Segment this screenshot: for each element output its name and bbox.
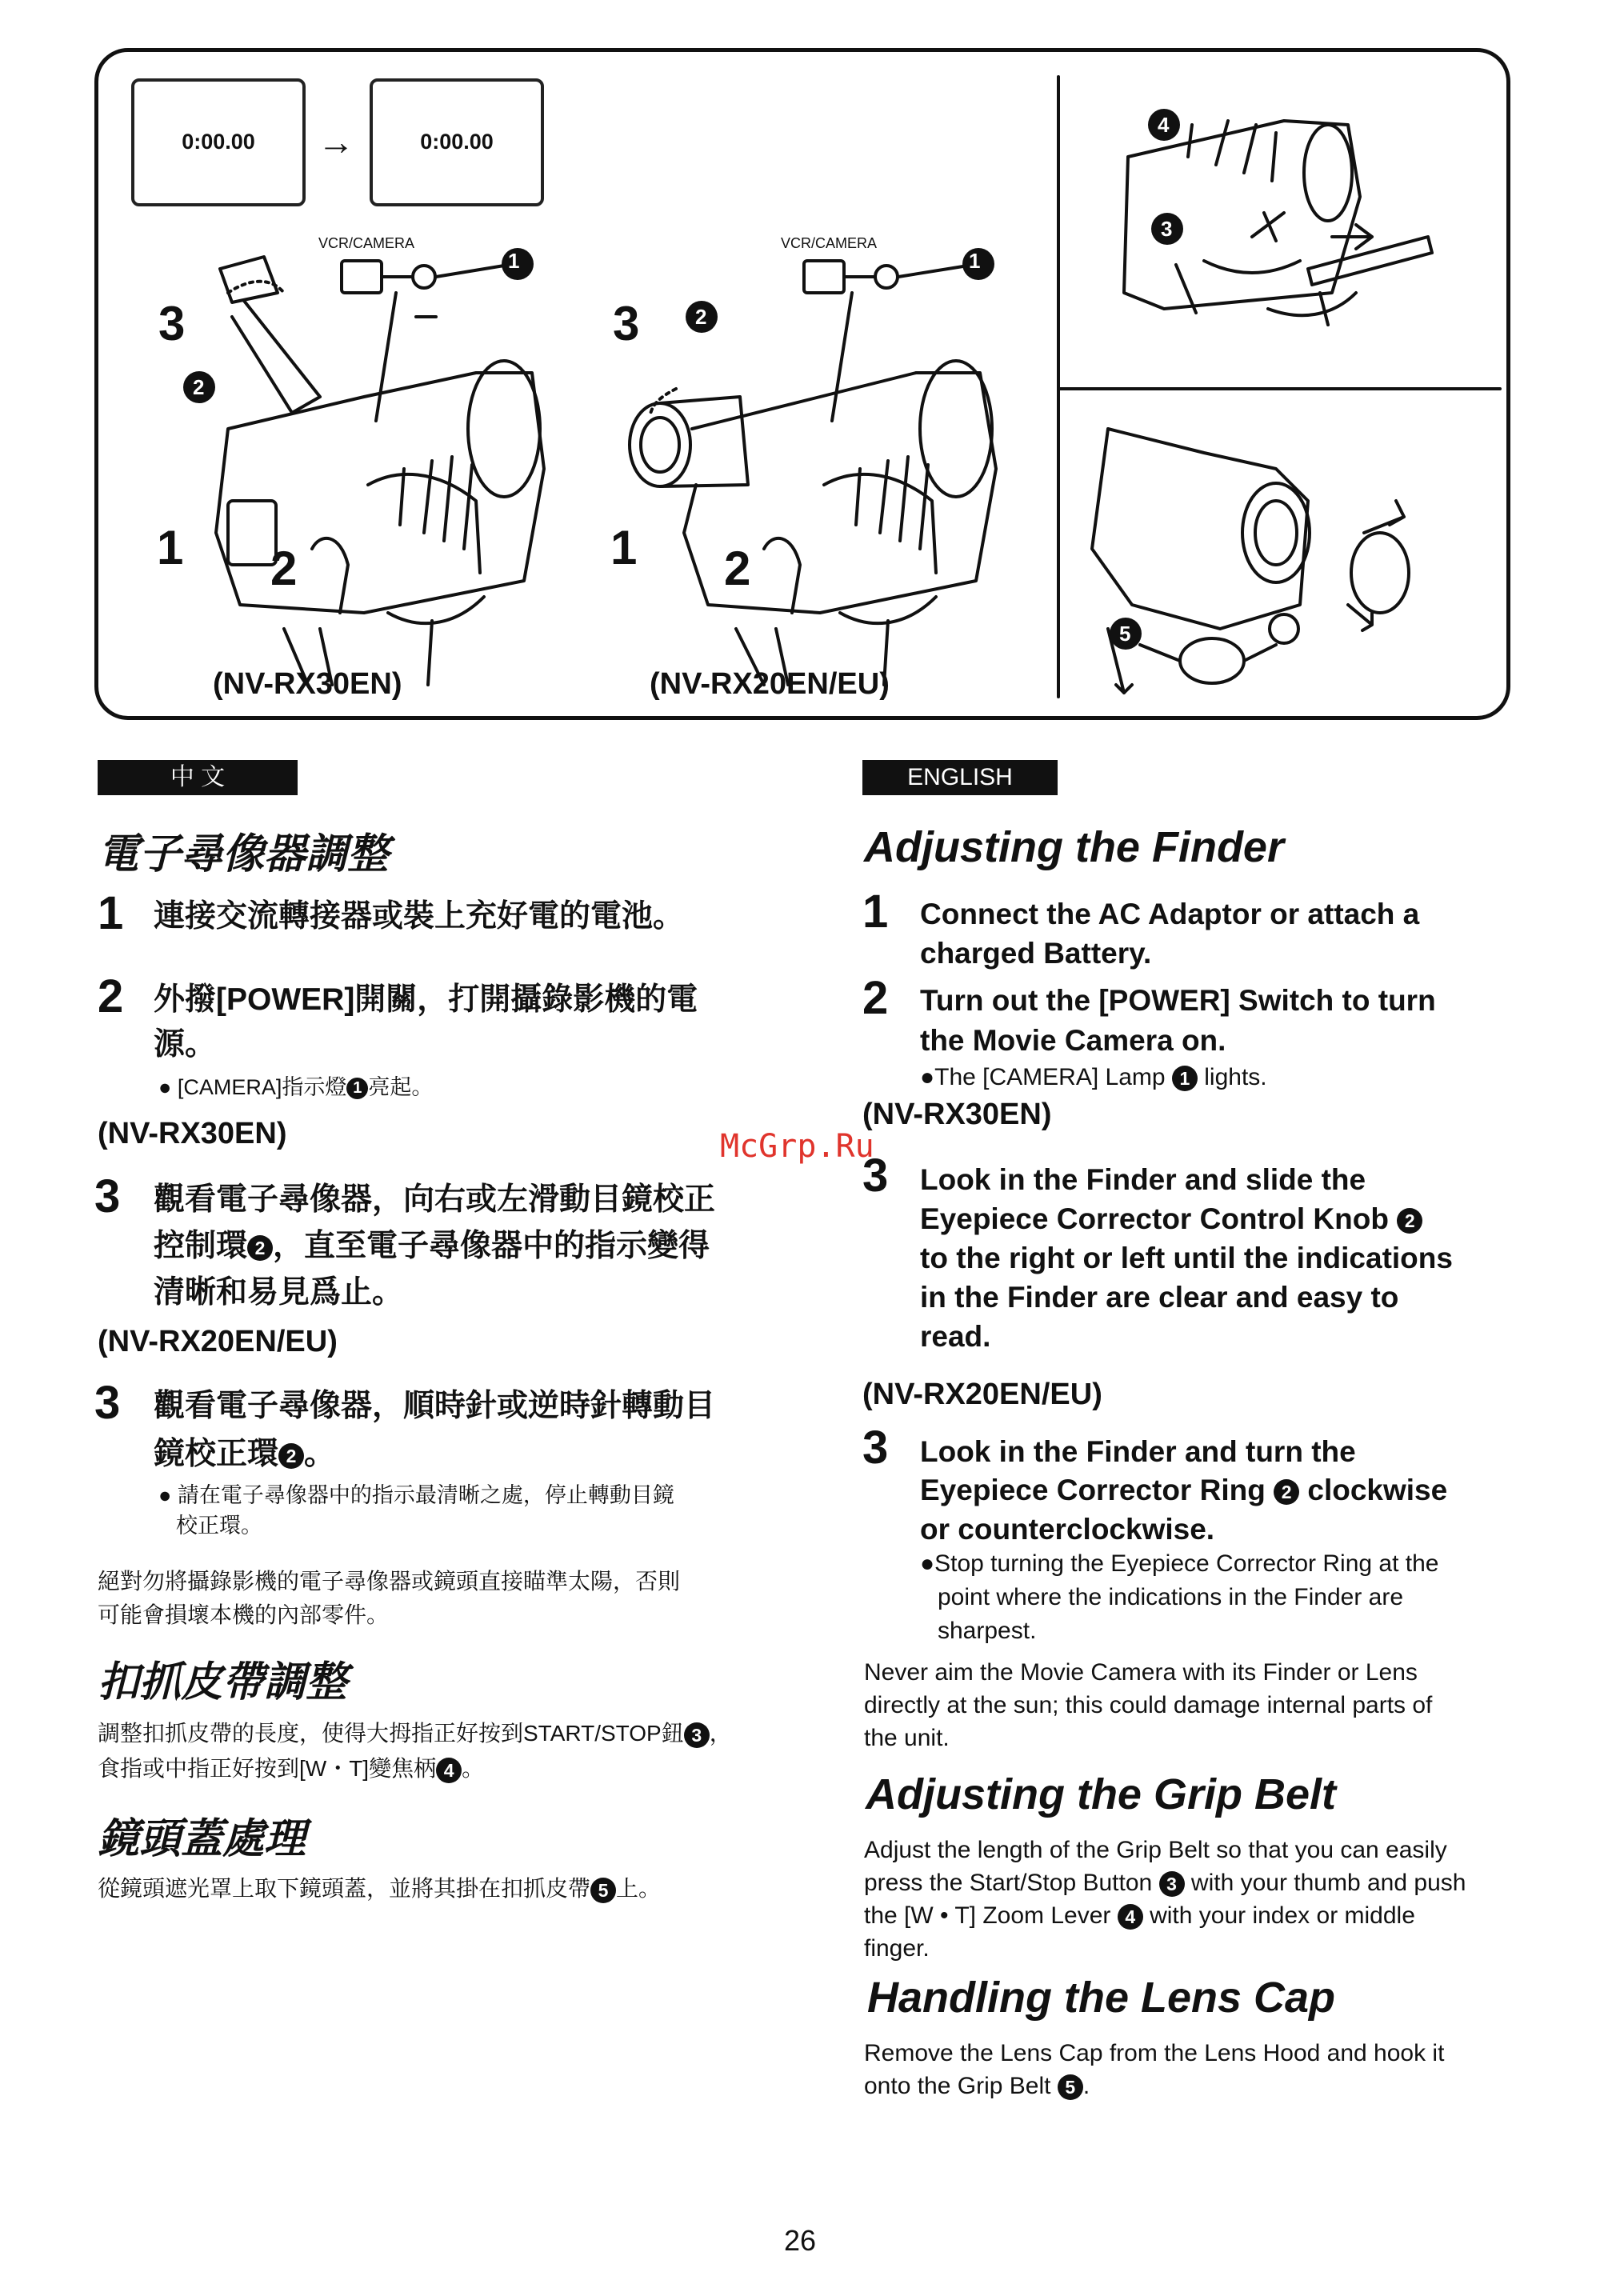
- lens-cap-illustration: [1092, 429, 1409, 693]
- circled-1-icon: 1: [1172, 1066, 1198, 1091]
- zh-step-3b-note-line2: 校正環。: [176, 1514, 262, 1538]
- en-step-3b-line1: Look in the Finder and turn the: [920, 1435, 1356, 1468]
- circled-2-icon: 2: [247, 1235, 273, 1261]
- zh-cap-line-b: 上。: [616, 1876, 662, 1901]
- callout-4: 4: [1158, 113, 1170, 137]
- en-step-2-note-b: lights.: [1204, 1064, 1267, 1090]
- english-section-tab: ENGLISH: [862, 760, 1058, 795]
- en-step-2-number: 2: [862, 972, 889, 1024]
- en-warning-line1: Never aim the Movie Camera with its Finder or Lens: [864, 1659, 1418, 1686]
- en-model-rx30: (NV-RX30EN): [862, 1098, 1052, 1131]
- en-grip-line2a: press the Start/Stop Button: [864, 1870, 1153, 1896]
- circled-3-icon: 3: [1159, 1871, 1185, 1897]
- lcd-time-after: 0:00.00: [420, 130, 494, 154]
- zh-cap-title: 鏡頭蓋處理: [98, 1814, 306, 1863]
- callout-2-right: 2: [695, 305, 707, 329]
- en-step-3b-line3: or counterclockwise.: [920, 1513, 1215, 1546]
- en-step-3b-line2: [920, 1470, 1447, 1510]
- en-finder-title: Adjusting the Finder: [864, 823, 1284, 871]
- en-model-rx20: (NV-RX20EN/EU): [862, 1378, 1102, 1411]
- zh-model-rx30: (NV-RX30EN): [98, 1117, 287, 1150]
- circled-3-icon: 3: [684, 1722, 710, 1748]
- en-step-3a-line5: read.: [920, 1320, 991, 1353]
- zh-step-3b-number: 3: [94, 1377, 121, 1429]
- en-step-3b-line2b: clockwise: [1307, 1474, 1448, 1506]
- en-step-3a-line3: to the right or left until the indications: [920, 1242, 1453, 1274]
- en-grip-line3a: the [W • T] Zoom Lever: [864, 1902, 1111, 1929]
- circled-4-icon: 4: [1118, 1904, 1143, 1930]
- en-grip-line2: [864, 1866, 1466, 1899]
- zh-grip-line1: [98, 1717, 732, 1750]
- chinese-section-tab: 中 文: [98, 760, 298, 795]
- callout-1-right: 1: [969, 249, 981, 273]
- en-step-3b-note-line1: Stop turning the Eyepiece Corrector Ring at the: [934, 1550, 1439, 1577]
- en-step-3a-line1: Look in the Finder and slide the: [920, 1163, 1366, 1196]
- en-cap-line2: [864, 2070, 1090, 2102]
- camcorder-rx20-illustration: [630, 261, 996, 685]
- en-step-2-line1: Turn out the [POWER] Switch to turn: [920, 984, 1436, 1017]
- zh-step-3b-line2b: 。: [304, 1437, 336, 1471]
- zh-grip-line2a: 食指或中指正好按到[W・T]變焦柄: [98, 1756, 437, 1781]
- camcorder-illustrations: [100, 53, 1504, 715]
- zh-step-1-text: 連接交流轉接器或裝上充好電的電池。: [154, 899, 685, 934]
- circled-4-icon: 4: [436, 1758, 462, 1783]
- zh-grip-line1b: ，: [709, 1721, 732, 1746]
- bullet-icon: ●: [158, 1075, 172, 1099]
- zh-step-1-number: 1: [98, 887, 124, 939]
- circled-1-icon: 1: [346, 1078, 368, 1099]
- en-grip-line3b: with your index or middle: [1150, 1902, 1415, 1929]
- figure-step-2-right: 2: [724, 542, 751, 595]
- page-number: 26: [784, 2224, 817, 2257]
- en-step-1-line2: charged Battery.: [920, 937, 1152, 970]
- figure-step-1-left: 1: [157, 521, 184, 574]
- bullet-icon: ●: [920, 1550, 935, 1577]
- circled-2-icon: 2: [1274, 1479, 1299, 1505]
- en-step-3b-line2a: Eyepiece Corrector Ring: [920, 1474, 1266, 1506]
- en-step-2-note-a: The [CAMERA] Lamp: [934, 1064, 1166, 1090]
- en-cap-line2b: .: [1082, 2073, 1090, 2099]
- zh-step-3a-line3: 清晰和易見爲止。: [154, 1275, 404, 1310]
- zh-step-3a-number: 3: [94, 1170, 121, 1222]
- zh-step-2-line2: 源。: [154, 1027, 217, 1062]
- zh-step-2-note-b: 亮起。: [368, 1075, 434, 1099]
- zh-step-3b-note-line1: 請在電子尋像器中的指示最清晰之處，停止轉動目鏡: [177, 1483, 674, 1507]
- zh-step-2-number: 2: [98, 970, 124, 1022]
- circled-5-icon: 5: [590, 1878, 616, 1903]
- arrow-right-icon: →: [318, 121, 354, 162]
- zh-grip-line1a: 調整扣抓皮帶的長度，使得大拇指正好按到START/STOP鈕: [98, 1721, 684, 1746]
- en-warning-line2: directly at the sun; this could damage internal parts of: [864, 1692, 1433, 1718]
- zh-step-3b-line2: [154, 1432, 335, 1477]
- en-grip-line3: [864, 1899, 1415, 1932]
- en-grip-title: Adjusting the Grip Belt: [866, 1770, 1336, 1818]
- figure-model-rx20: (NV-RX20EN/EU): [650, 667, 890, 701]
- en-step-3a-line2: [920, 1199, 1422, 1238]
- zh-cap-line: [98, 1872, 661, 1906]
- zh-warning-line1: 絕對勿將攝錄影機的電子尋像器或鏡頭直接瞄準太陽，否則: [98, 1569, 681, 1594]
- zh-grip-title: 扣抓皮帶調整: [98, 1658, 348, 1706]
- callout-1-left: 1: [508, 249, 520, 273]
- grip-belt-illustration: [1058, 77, 1500, 697]
- zh-step-3b-line1: 觀看電子尋像器，順時針或逆時針轉動目: [154, 1389, 716, 1423]
- en-step-3a-number: 3: [862, 1150, 889, 1202]
- zh-grip-line2: [98, 1752, 484, 1786]
- zh-step-3a-line2a: 控制環: [154, 1229, 248, 1263]
- zh-model-rx20: (NV-RX20EN/EU): [98, 1325, 338, 1358]
- bullet-icon: ●: [920, 1064, 935, 1090]
- figure-model-rx30: (NV-RX30EN): [213, 667, 402, 701]
- camcorder-rx30-illustration: [216, 257, 544, 685]
- figure-step-3-left: 3: [158, 297, 186, 350]
- zh-grip-line2b: 。: [462, 1756, 485, 1781]
- en-grip-line1: Adjust the length of the Grip Belt so that you can easily: [864, 1837, 1447, 1863]
- en-step-3b-note-line2: point where the indications in the Finder are: [938, 1584, 1404, 1610]
- en-step-1-line1: Connect the AC Adaptor or attach a: [920, 898, 1420, 930]
- circled-2-icon: 2: [278, 1443, 304, 1469]
- en-grip-line2b: with your thumb and push: [1190, 1870, 1466, 1896]
- en-step-1-number: 1: [862, 886, 889, 938]
- zh-cap-line-a: 從鏡頭遮光罩上取下鏡頭蓋，並將其掛在扣抓皮帶: [98, 1876, 591, 1901]
- zh-step-2-line1: 外撥[POWER]開關，打開攝錄影機的電: [154, 982, 698, 1017]
- vcr-camera-label-right: VCR/CAMERA: [781, 235, 878, 251]
- en-cap-line1: Remove the Lens Cap from the Lens Hood and hook it: [864, 2040, 1445, 2066]
- zh-step-3a-line2: [154, 1224, 710, 1269]
- callout-5: 5: [1119, 622, 1131, 646]
- circled-2-icon: 2: [1397, 1208, 1422, 1234]
- en-step-2-note: [920, 1061, 1267, 1094]
- zh-step-2-note-a: [CAMERA]指示燈: [177, 1075, 347, 1099]
- callout-2-left: 2: [193, 375, 205, 399]
- en-step-2-line2: the Movie Camera on.: [920, 1024, 1226, 1057]
- watermark: McGrp.Ru: [720, 1128, 874, 1165]
- en-warning-line3: the unit.: [864, 1725, 950, 1751]
- en-step-3a-line2-text: Eyepiece Corrector Control Knob: [920, 1202, 1389, 1235]
- zh-warning-line2: 可能會損壞本機的內部零件。: [98, 1602, 390, 1627]
- en-step-3b-number: 3: [862, 1422, 889, 1474]
- lcd-time-before: 0:00.00: [182, 130, 255, 154]
- en-step-3b-note: [920, 1547, 1438, 1581]
- en-cap-line2a: onto the Grip Belt: [864, 2073, 1051, 2099]
- en-cap-title: Handling the Lens Cap: [867, 1974, 1336, 2022]
- en-step-3a-line4: in the Finder are clear and easy to: [920, 1281, 1399, 1314]
- zh-finder-title: 電子尋像器調整: [98, 830, 390, 878]
- zh-step-3b-note: [158, 1480, 674, 1510]
- vcr-camera-label-left: VCR/CAMERA: [318, 235, 415, 251]
- figure-step-1-right: 1: [610, 521, 638, 574]
- callout-3: 3: [1161, 217, 1173, 241]
- en-grip-line4: finger.: [864, 1935, 930, 1962]
- figure-step-3-right: 3: [613, 297, 640, 350]
- figure-step-2-left: 2: [270, 542, 298, 595]
- zh-step-3b-line2a: 鏡校正環: [154, 1437, 279, 1471]
- zh-step-3a-line2b: ，直至電子尋像器中的指示變得: [273, 1229, 710, 1263]
- bullet-icon: ●: [158, 1483, 172, 1507]
- zh-step-2-note: [158, 1072, 433, 1102]
- en-step-3b-note-line3: sharpest.: [938, 1618, 1037, 1644]
- circled-5-icon: 5: [1058, 2074, 1083, 2100]
- zh-step-3a-line1: 觀看電子尋像器，向右或左滑動目鏡校正: [154, 1182, 716, 1217]
